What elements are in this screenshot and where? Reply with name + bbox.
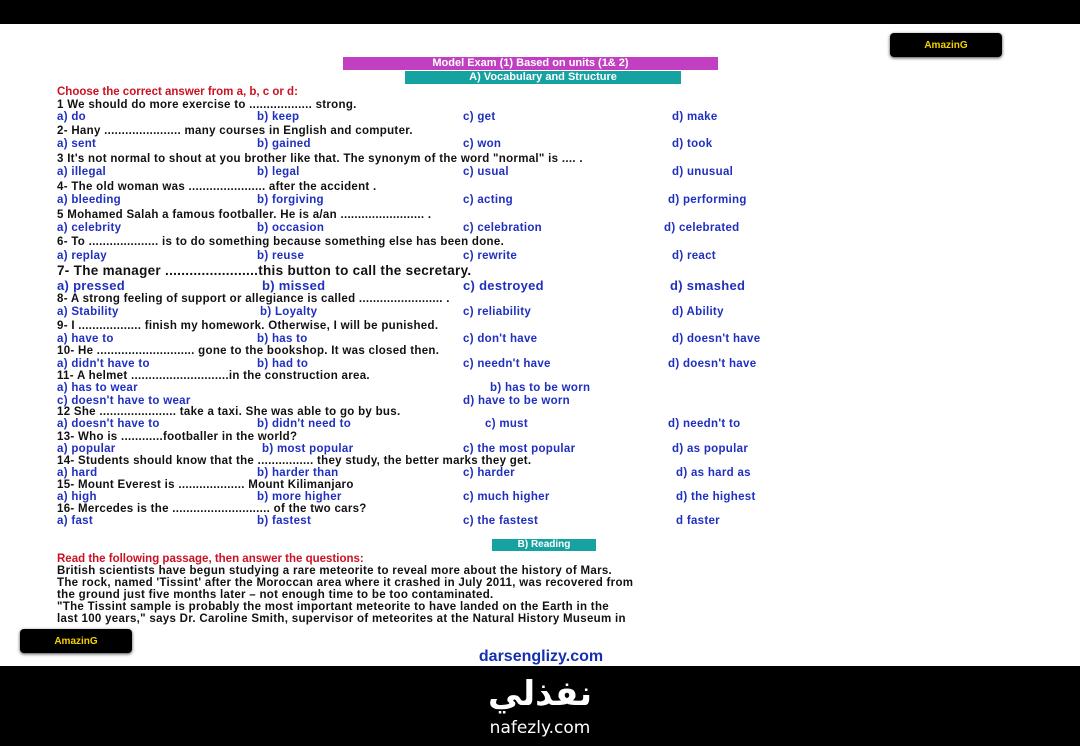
option-d: d) make xyxy=(672,111,718,123)
passage-line: "The Tissint sample is probably the most important meteorite to have landed on the Earth in the xyxy=(57,601,609,613)
option-a: a) Stability xyxy=(57,306,119,318)
nafezly-url: nafezly.com xyxy=(489,718,591,738)
option-a: a) replay xyxy=(57,250,108,262)
option-c: c) the most popular xyxy=(463,443,576,455)
nafezly-logo: نفذلي xyxy=(487,674,593,714)
option-d: d) performing xyxy=(668,194,747,206)
option-d: d) doesn't have xyxy=(672,333,761,345)
option-a: a) fast xyxy=(57,515,93,527)
option-d: d faster xyxy=(676,515,720,527)
option-c: c) get xyxy=(463,111,496,123)
option-d: d) took xyxy=(672,138,713,150)
question-14: 14- Students should know that the ................ they study, the better marks they get. xyxy=(57,455,532,467)
option-d: d) smashed xyxy=(670,278,746,293)
option-d: d) react xyxy=(672,250,716,262)
option-b: b) gained xyxy=(257,138,311,150)
option-b: b) Loyalty xyxy=(260,306,318,318)
question-12: 12 She ...................... take a taxi. She was able to go by bus. xyxy=(57,406,401,418)
option-c: c) won xyxy=(463,138,502,150)
passage-line: The rock, named 'Tissint' after the Moroccan area where it crashed in July 2011, was recovered from xyxy=(57,577,634,589)
question-9: 9- I .................. finish my homework. Otherwise, I will be punished. xyxy=(57,320,439,332)
option-a: a) do xyxy=(57,111,86,123)
question-8: 8- A strong feeling of support or allegiance is called ........................ . xyxy=(57,293,450,305)
option-a: a) sent xyxy=(57,138,97,150)
question-4: 4- The old woman was ...................... after the accident . xyxy=(57,181,377,193)
option-c: c) reliability xyxy=(463,306,532,318)
option-a: a) popular xyxy=(57,443,116,455)
option-a: a) doesn't have to xyxy=(57,418,160,430)
question-13: 13- Who is ............footballer in the world? xyxy=(57,431,298,443)
option-d: d) needn't to xyxy=(668,418,741,430)
question-6: 6- To .................... is to do something because something else has been done. xyxy=(57,236,505,248)
option-d: d) as hard as xyxy=(676,467,751,479)
nafezly-footer-bar xyxy=(0,666,1080,746)
option-a: a) has to wear xyxy=(57,382,138,394)
option-d: d) doesn't have xyxy=(668,358,757,370)
amazing-logo-badge: AmazinG xyxy=(20,629,132,653)
option-c: c) don't have xyxy=(463,333,538,345)
option-c: c) celebration xyxy=(463,222,542,234)
question-3: 3 It's not normal to shout at you brother like that. The synonym of the word "normal" is .... . xyxy=(57,153,583,165)
option-b: b) more higher xyxy=(257,491,342,503)
section-b-heading: B) Reading xyxy=(492,539,596,551)
question-7: 7- The manager .......................this button to call the secretary. xyxy=(57,263,472,278)
option-a: a) high xyxy=(57,491,97,503)
question-10: 10- He ............................ gone to the bookshop. It was closed then. xyxy=(57,345,440,357)
option-d: d) Ability xyxy=(672,306,724,318)
option-b: b) fastest xyxy=(257,515,312,527)
option-d: d) have to be worn xyxy=(463,395,570,407)
question-15: 15- Mount Everest is ................... Mount Kilimanjaro xyxy=(57,479,354,491)
option-a: a) illegal xyxy=(57,166,107,178)
option-a: a) hard xyxy=(57,467,98,479)
reading-instruction: Read the following passage, then answer the questions: xyxy=(57,553,364,565)
exam-document-page xyxy=(0,24,1080,666)
section-a-heading: A) Vocabulary and Structure xyxy=(405,71,681,84)
option-d: d) as popular xyxy=(672,443,749,455)
option-d: d) celebrated xyxy=(664,222,740,234)
option-c: c) rewrite xyxy=(463,250,518,262)
instruction-text: Choose the correct answer from a, b, c or d: xyxy=(57,86,298,98)
option-b: b) occasion xyxy=(257,222,325,234)
option-b: b) has to be worn xyxy=(490,382,591,394)
amazing-logo-badge: AmazinG xyxy=(890,33,1002,57)
option-a: a) have to xyxy=(57,333,114,345)
option-c: c) much higher xyxy=(463,491,550,503)
option-b: b) forgiving xyxy=(257,194,324,206)
option-b: b) harder than xyxy=(257,467,339,479)
passage-line: British scientists have begun studying a rare meteorite to reveal more about the history of Mars. xyxy=(57,565,613,577)
option-c: c) destroyed xyxy=(463,278,544,293)
passage-line: last 100 years," says Dr. Caroline Smith, supervisor of meteorites at the Natural History Museum in xyxy=(57,613,626,625)
option-b: b) most popular xyxy=(262,443,354,455)
option-d: d) unusual xyxy=(672,166,734,178)
option-c: c) needn't have xyxy=(463,358,551,370)
option-b: b) missed xyxy=(262,278,326,293)
option-b: b) legal xyxy=(257,166,300,178)
exam-title: Model Exam (1) Based on units (1& 2) xyxy=(343,57,718,70)
option-c: c) must xyxy=(485,418,528,430)
option-d: d) the highest xyxy=(676,491,756,503)
option-c: c) usual xyxy=(463,166,509,178)
option-b: b) didn't need to xyxy=(257,418,352,430)
option-c: c) harder xyxy=(463,467,515,479)
question-16: 16- Mercedes is the ............................ of the two cars? xyxy=(57,503,367,515)
option-a: a) pressed xyxy=(57,278,126,293)
passage-line: the ground just five months later – not enough time to be too contaminated. xyxy=(57,589,494,601)
option-b: b) keep xyxy=(257,111,300,123)
question-1: 1 We should do more exercise to .................. strong. xyxy=(57,99,357,111)
option-c: c) acting xyxy=(463,194,513,206)
option-c: c) the fastest xyxy=(463,515,539,527)
option-a: a) celebrity xyxy=(57,222,122,234)
question-5: 5 Mohamed Salah a famous footballer. He is a/an ........................ . xyxy=(57,209,432,221)
option-b: b) had to xyxy=(257,358,309,370)
option-a: a) bleeding xyxy=(57,194,122,206)
option-b: b) has to xyxy=(257,333,308,345)
question-11: 11- A helmet ............................in the construction area. xyxy=(57,370,370,382)
option-c: c) doesn't have to wear xyxy=(57,395,191,407)
question-2: 2- Hany ...................... many courses in English and computer. xyxy=(57,125,413,137)
option-b: b) reuse xyxy=(257,250,305,262)
website-watermark: darsenglizy.com xyxy=(478,648,604,665)
option-a: a) didn't have to xyxy=(57,358,150,370)
